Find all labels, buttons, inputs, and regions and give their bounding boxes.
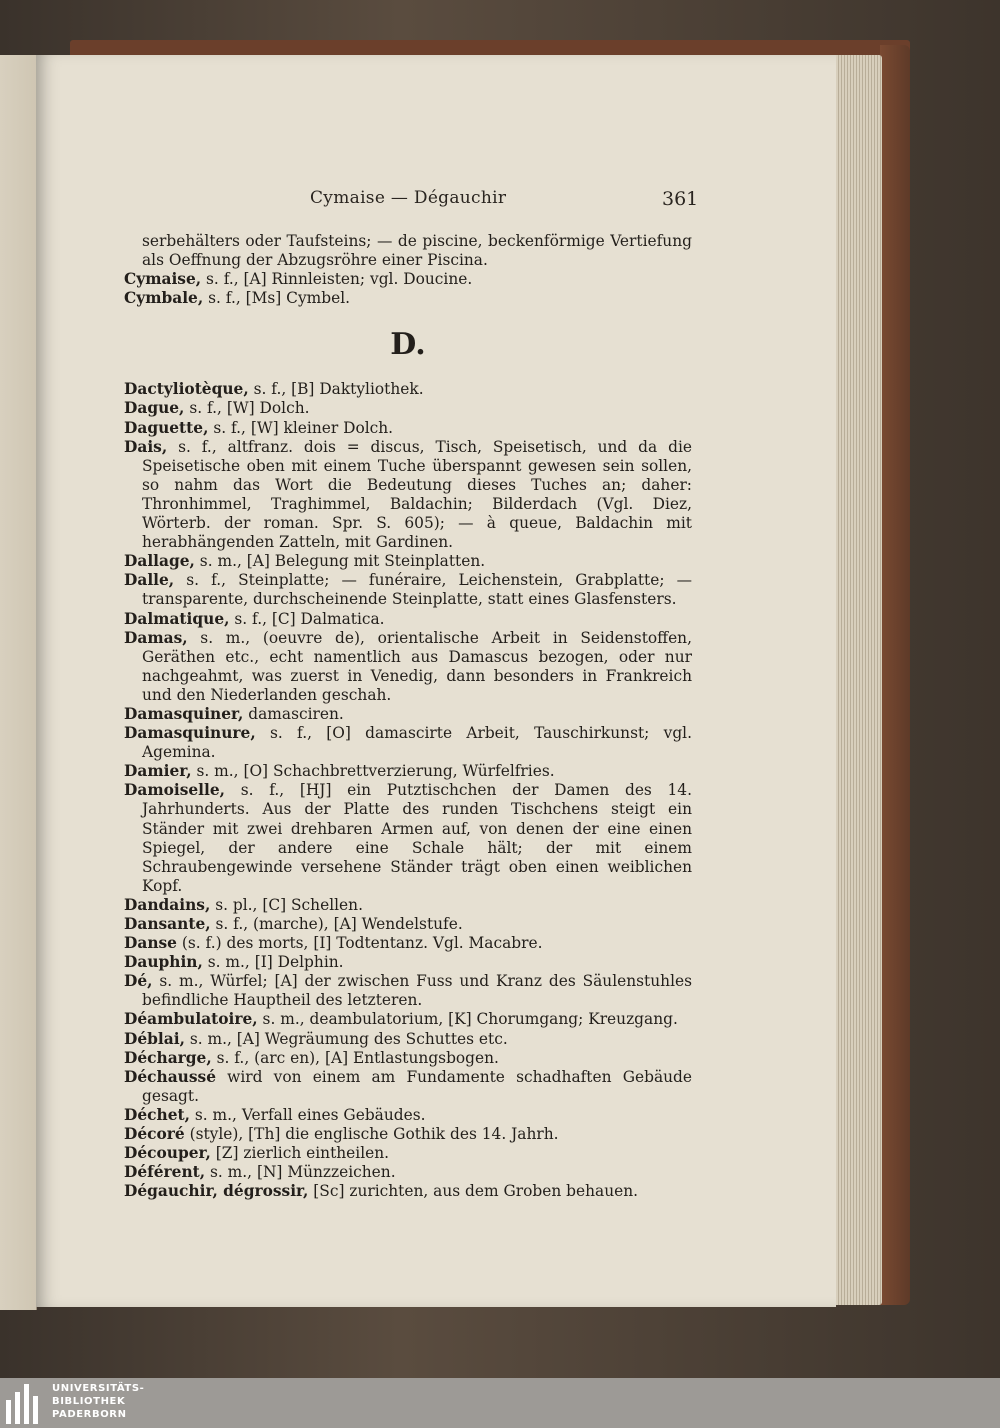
entry-definition: s. m., (oeuvre de), orientalische Arbeit in Seidenstoffen, Geräthen etc., echt namentlich aus Damascus bezogen, oder nur nachgeahmt, was zuerst in Venedig, dann besonders in Frankreich und den Niederlanden geschah. xyxy=(142,628,692,704)
entry-definition: s. m., [O] Schachbrettverzierung, Würfelfries. xyxy=(191,762,555,781)
dictionary-entry xyxy=(124,399,692,418)
entries-before-section xyxy=(124,270,692,308)
dictionary-entry xyxy=(124,1068,692,1106)
entry-headword: Dague, xyxy=(124,399,185,418)
entry-definition: s. m., Verfall eines Gebäudes. xyxy=(189,1105,426,1124)
book-cover-right xyxy=(880,45,910,1305)
dictionary-entry xyxy=(124,438,692,553)
entry-definition: s. f., (arc en), [A] Entlastungsbogen. xyxy=(211,1048,499,1067)
dictionary-entry xyxy=(124,571,692,609)
entry-definition: wird von einem am Fundamente schadhaften Gebäude gesagt. xyxy=(142,1067,692,1105)
dictionary-entry xyxy=(124,1182,692,1201)
entry-definition: s. m., deambulatorium, [K] Chorumgang; Kreuzgang. xyxy=(257,1010,678,1029)
dictionary-entry xyxy=(124,915,692,934)
entry-headword: Cymbale, xyxy=(124,289,204,308)
dictionary-entry xyxy=(124,762,692,781)
entry-definition: s. m., Würfel; [A] der zwischen Fuss und Kranz des Säulenstuhles befindliche Hauptheil des letzteren. xyxy=(142,972,692,1010)
dictionary-entry xyxy=(124,1144,692,1163)
entry-headword: Décoré xyxy=(124,1125,185,1144)
page-number: 361 xyxy=(662,188,699,210)
entry-definition: s. f., [O] damascirte Arbeit, Tauschirkunst; vgl. Agemina. xyxy=(142,724,692,762)
dictionary-entry xyxy=(124,1049,692,1068)
entry-headword: Dauphin, xyxy=(124,953,203,972)
entry-definition: s. f., Steinplatte; — funéraire, Leichenstein, Grabplatte; — transparente, durchscheinende Steinplatte, statt eines Glasfensters. xyxy=(142,571,692,609)
entry-headword: Damas, xyxy=(124,628,188,647)
dictionary-entry xyxy=(124,896,692,915)
entry-definition: s. f., (marche), [A] Wendelstufe. xyxy=(210,915,463,933)
dictionary-entry xyxy=(124,724,692,762)
entry-definition: s. m., [A] Wegräumung des Schuttes etc. xyxy=(184,1029,508,1048)
logo-line-3: PADERBORN xyxy=(52,1409,127,1420)
library-logo-text xyxy=(52,1382,144,1421)
entry-definition: s. f., [A] Rinnleisten; vgl. Doucine. xyxy=(201,270,473,289)
entry-definition: s. f., [B] Daktyliothek. xyxy=(248,380,424,399)
entry-headword: Déblai, xyxy=(124,1029,185,1048)
dictionary-entry xyxy=(124,972,692,1010)
entry-definition: s. f., [HJ] ein Putztischchen der Damen des 14. Jahrhunderts. Aus der Platte des runden Tischchens steigt ein Ständer mit zwei drehbaren Armen auf, von denen der eine einen Spiegel, der andere eine Schale hält; der mit einem Schraubengewinde versehene Ständer trägt oben einen weiblichen Kopf. xyxy=(142,781,692,895)
entry-headword: Dactyliotèque, xyxy=(124,380,249,399)
entry-headword: Dandains, xyxy=(124,895,211,914)
entry-headword: Découper, xyxy=(124,1144,211,1163)
footer-bar xyxy=(0,1378,1000,1428)
page-header xyxy=(0,188,1000,212)
running-title: Cymaise — Dégauchir xyxy=(310,188,507,208)
entry-definition: s. m., [A] Belegung mit Steinplatten. xyxy=(194,552,486,571)
entry-headword: Damier, xyxy=(124,762,192,781)
entry-headword: Dallage, xyxy=(124,552,195,571)
dictionary-entry xyxy=(124,380,692,399)
entry-definition: damasciren. xyxy=(243,704,344,723)
entry-headword: Dalle, xyxy=(124,571,175,590)
entry-headword: Dé, xyxy=(124,972,153,991)
entry-headword: Déambulatoire, xyxy=(124,1010,258,1029)
entry-headword: Damasquiner, xyxy=(124,704,244,723)
dictionary-entry xyxy=(124,610,692,629)
entry-definition: s. f., [W] Dolch. xyxy=(184,399,310,418)
dictionary-entry xyxy=(124,629,692,705)
entry-headword: Décharge, xyxy=(124,1048,212,1067)
entry-definition: s. f., [W] kleiner Dolch. xyxy=(208,418,394,437)
entry-definition: s. pl., [C] Schellen. xyxy=(210,895,363,914)
entry-definition: s. m., [I] Delphin. xyxy=(202,953,344,972)
dictionary-entry xyxy=(124,419,692,438)
logo-line-2: BIBLIOTHEK xyxy=(52,1396,126,1407)
entry-headword: Dais, xyxy=(124,437,168,456)
entry-definition: s. m., [N] Münzzeichen. xyxy=(205,1163,396,1182)
section-letter: D. xyxy=(390,327,426,363)
facing-page-edge xyxy=(0,55,37,1310)
entry-headword: Damoiselle, xyxy=(124,781,226,800)
dictionary-entry xyxy=(124,270,692,289)
entry-definition: [Sc] zurichten, aus dem Groben behauen. xyxy=(308,1182,639,1201)
continuation-paragraph: serbehälters oder Taufsteins; — de piscine, beckenförmige Vertiefung als Oeffnung der Abzugsröhre einer Piscina. xyxy=(142,232,692,270)
entry-definition: s. f., [Ms] Cymbel. xyxy=(203,289,351,308)
entry-headword: Dalmatique, xyxy=(124,609,230,628)
dictionary-entry xyxy=(124,1010,692,1029)
entry-definition: s. f., altfranz. dois = discus, Tisch, Speisetisch, und da die Speisetische oben mit einem Tuche überspannt gewesen sein sollen, so nahm das Wort die Bedeutung dieses Tuches an; daher: Thronhimmel, Traghimmel, Baldachin; Bilderdach (Vgl. Diez, Wörterb. der roman. Spr. S. 605); — à queue, Baldachin mit herabhängenden Zatteln, mit Gardinen. xyxy=(142,437,692,552)
dictionary-text xyxy=(124,232,692,1201)
entry-headword: Dégauchir, dégrossir, xyxy=(124,1182,309,1201)
logo-line-1: UNIVERSITÄTS- xyxy=(52,1383,145,1394)
entry-headword: Déchaussé xyxy=(124,1067,216,1086)
entry-headword: Damasquinure, xyxy=(124,724,256,743)
dictionary-entry xyxy=(124,934,692,953)
entry-headword: Danse xyxy=(124,934,177,953)
dictionary-entry xyxy=(124,1030,692,1049)
dictionary-entry xyxy=(124,705,692,724)
library-logo-icon xyxy=(6,1382,46,1424)
entry-definition: (style), [Th] die englische Gothik des 14. Jahrh. xyxy=(184,1125,559,1144)
entry-definition: [Z] zierlich eintheilen. xyxy=(210,1144,390,1163)
dictionary-entry xyxy=(124,552,692,571)
page-edges xyxy=(836,55,882,1305)
entry-headword: Cymaise, xyxy=(124,270,202,289)
entry-definition: (s. f.) des morts, [I] Todtentanz. Vgl. Macabre. xyxy=(176,934,543,953)
dictionary-entry xyxy=(124,289,692,308)
entries-list xyxy=(124,380,692,1201)
dictionary-entry xyxy=(124,781,692,896)
entry-headword: Dansante, xyxy=(124,915,211,933)
dictionary-entry xyxy=(124,1163,692,1182)
dictionary-entry xyxy=(124,1125,692,1144)
dictionary-entry xyxy=(124,1106,692,1125)
dictionary-entry xyxy=(124,953,692,972)
entry-headword: Déchet, xyxy=(124,1105,190,1124)
entry-headword: Déférent, xyxy=(124,1163,206,1182)
entry-definition: s. f., [C] Dalmatica. xyxy=(229,609,385,628)
entry-headword: Daguette, xyxy=(124,418,209,437)
